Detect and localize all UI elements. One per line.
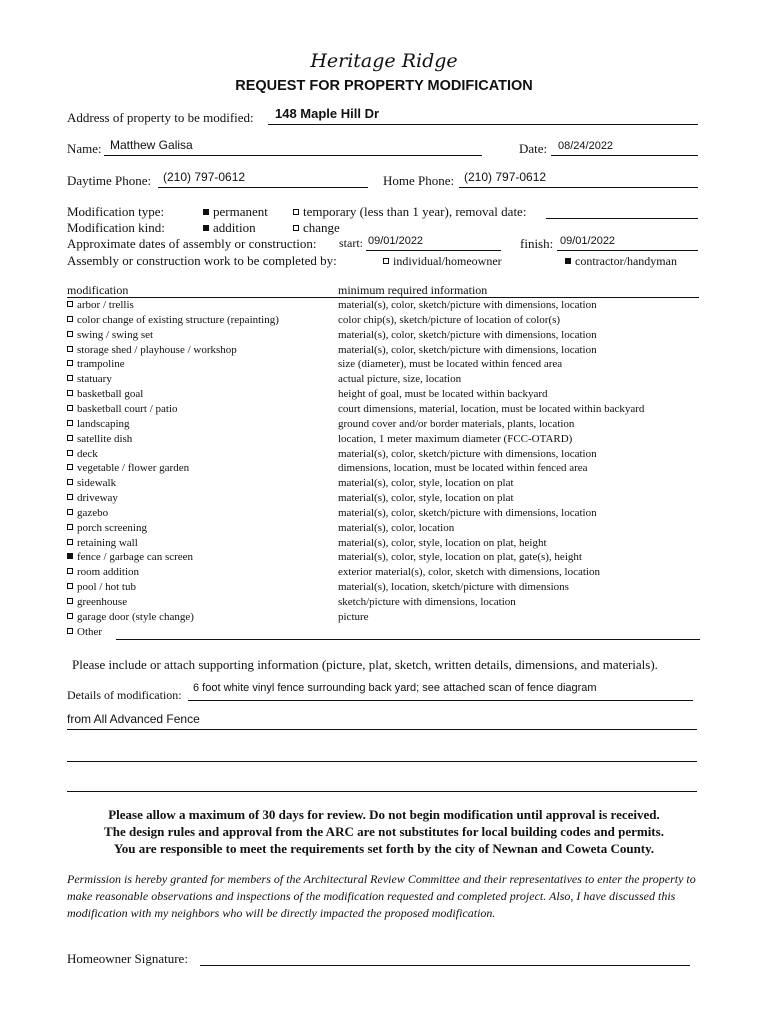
required-info: material(s), color, style, location on plat bbox=[338, 492, 514, 504]
assembly-contractor-option[interactable] bbox=[565, 254, 677, 269]
details-underline-1 bbox=[188, 700, 693, 701]
required-info: ground cover and/or border materials, plants, location bbox=[338, 418, 575, 430]
column-header-modification: modification bbox=[67, 283, 129, 297]
required-info: actual picture, size, location bbox=[338, 373, 462, 385]
required-info: dimensions, location, must be located within fenced area bbox=[338, 462, 588, 474]
table-row[interactable] bbox=[67, 506, 108, 520]
include-note: Please include or attach supporting information (picture, plat, sketch, written details, dimensions, and materials). bbox=[72, 657, 658, 672]
required-info: court dimensions, material, location, must be located within backyard bbox=[338, 403, 645, 415]
notice-block bbox=[0, 806, 768, 857]
modification-item-label: vegetable / flower garden bbox=[77, 462, 190, 474]
other-underline bbox=[116, 639, 700, 640]
daytime-phone-label: Daytime Phone: bbox=[67, 173, 152, 188]
required-info: material(s), color, sketch/picture with dimensions, location bbox=[338, 344, 597, 356]
modification-item-label: porch screening bbox=[77, 522, 147, 534]
table-row[interactable] bbox=[67, 595, 127, 609]
checkbox-icon[interactable] bbox=[67, 346, 73, 352]
checkbox-icon[interactable] bbox=[67, 375, 73, 381]
checkbox-checked-icon[interactable] bbox=[67, 553, 73, 559]
type-temporary-label: temporary (less than 1 year), removal date: bbox=[303, 204, 527, 219]
table-row[interactable] bbox=[67, 298, 134, 312]
required-info: material(s), color, sketch/picture with dimensions, location bbox=[338, 507, 597, 519]
modification-item-label: driveway bbox=[77, 492, 118, 504]
checkbox-icon[interactable] bbox=[67, 613, 73, 619]
name-field[interactable]: Matthew Galisa bbox=[110, 138, 193, 152]
checkbox-icon[interactable] bbox=[67, 301, 73, 307]
kind-change-label: change bbox=[303, 220, 340, 235]
start-underline bbox=[366, 250, 501, 251]
modification-item-label: pool / hot tub bbox=[77, 581, 136, 593]
finish-label: finish: bbox=[520, 236, 554, 251]
modification-item-label: retaining wall bbox=[77, 537, 138, 549]
table-row[interactable] bbox=[67, 402, 178, 416]
permission-statement: Permission is hereby granted for members of the Architectural Review Committee and their representatives to enter the property to make reasonable observations and inspections of the modification requested and completed project. Also, I have discussed this modification with my neighbors who will be directly impacted the proposed modification. bbox=[67, 872, 696, 920]
assembly-contractor-label: contractor/handyman bbox=[575, 254, 677, 268]
checkbox-icon[interactable] bbox=[67, 420, 73, 426]
modification-item-label: trampoline bbox=[77, 358, 125, 370]
checkbox-checked-icon[interactable] bbox=[565, 258, 571, 264]
required-info: material(s), color, location bbox=[338, 522, 455, 534]
table-row[interactable] bbox=[67, 625, 102, 639]
required-info: material(s), color, sketch/picture with dimensions, location bbox=[338, 299, 597, 311]
required-info: material(s), color, sketch/picture with dimensions, location bbox=[338, 448, 597, 460]
checkbox-icon[interactable] bbox=[67, 524, 73, 530]
modification-item-label: fence / garbage can screen bbox=[77, 551, 194, 563]
required-info: location, 1 meter maximum diameter (FCC-OTARD) bbox=[338, 433, 573, 445]
community-name: Heritage Ridge bbox=[310, 50, 458, 72]
details-line-1[interactable]: 6 foot white vinyl fence surrounding back yard; see attached scan of fence diagram bbox=[193, 682, 597, 694]
table-row[interactable] bbox=[67, 550, 193, 564]
modification-item-label: basketball court / patio bbox=[77, 403, 178, 415]
kind-addition-label: addition bbox=[213, 220, 256, 235]
assembly-label: Assembly or construction work to be completed by: bbox=[67, 253, 337, 268]
modification-item-label: swing / swing set bbox=[77, 329, 154, 341]
address-underline bbox=[268, 124, 698, 125]
column-header-required: minimum required information bbox=[338, 283, 488, 297]
checkbox-icon[interactable] bbox=[293, 225, 299, 231]
form-title: REQUEST FOR PROPERTY MODIFICATION bbox=[235, 78, 533, 94]
table-row[interactable] bbox=[67, 447, 98, 461]
modification-item-label: landscaping bbox=[77, 418, 130, 430]
checkbox-checked-icon[interactable] bbox=[203, 225, 209, 231]
address-field[interactable]: 148 Maple Hill Dr bbox=[275, 106, 380, 121]
finish-underline bbox=[557, 250, 698, 251]
modification-item-label: storage shed / playhouse / workshop bbox=[77, 344, 237, 356]
home-phone-field[interactable]: (210) 797-0612 bbox=[464, 170, 547, 184]
home-phone-underline bbox=[459, 187, 698, 188]
modification-item-label: Other bbox=[77, 626, 103, 638]
checkbox-icon[interactable] bbox=[67, 316, 73, 322]
details-underline-2 bbox=[67, 729, 697, 730]
required-info: material(s), location, sketch/picture with dimensions bbox=[338, 581, 569, 593]
checkbox-icon[interactable] bbox=[67, 450, 73, 456]
start-label: start: bbox=[339, 236, 363, 250]
type-temporary-option[interactable] bbox=[293, 204, 526, 220]
assembly-individual-label: individual/homeowner bbox=[393, 254, 502, 268]
checkbox-icon[interactable] bbox=[67, 628, 73, 634]
daytime-phone-underline bbox=[158, 187, 368, 188]
address-label: Address of property to be modified: bbox=[67, 110, 254, 125]
required-info: sketch/picture with dimensions, location bbox=[338, 596, 516, 608]
daytime-phone-field[interactable]: (210) 797-0612 bbox=[163, 170, 246, 184]
details-line-2[interactable]: from All Advanced Fence bbox=[67, 712, 200, 726]
details-underline-4 bbox=[67, 791, 697, 792]
home-phone-label: Home Phone: bbox=[383, 173, 455, 188]
checkbox-icon[interactable] bbox=[67, 583, 73, 589]
table-row[interactable] bbox=[67, 476, 116, 490]
signature-field[interactable] bbox=[200, 965, 690, 966]
table-row[interactable] bbox=[67, 372, 112, 386]
signature-label: Homeowner Signature: bbox=[67, 951, 188, 966]
type-permanent-label: permanent bbox=[213, 204, 268, 219]
table-row[interactable] bbox=[67, 565, 139, 579]
checkbox-icon[interactable] bbox=[67, 331, 73, 337]
checkbox-icon[interactable] bbox=[67, 464, 73, 470]
start-date-field[interactable]: 09/01/2022 bbox=[368, 235, 424, 247]
modification-item-label: basketball goal bbox=[77, 388, 144, 400]
details-label: Details of modification: bbox=[67, 688, 182, 702]
removal-date-underline bbox=[546, 218, 698, 219]
table-row[interactable] bbox=[67, 432, 132, 446]
checkbox-icon[interactable] bbox=[67, 435, 73, 441]
modification-item-label: gazebo bbox=[77, 507, 109, 519]
checkbox-icon[interactable] bbox=[293, 209, 299, 215]
modification-item-label: satellite dish bbox=[77, 433, 133, 445]
dates-label: Approximate dates of assembly or construction: bbox=[67, 236, 317, 251]
details-underline-3 bbox=[67, 761, 697, 762]
checkbox-icon[interactable] bbox=[67, 494, 73, 500]
modification-item-label: room addition bbox=[77, 566, 140, 578]
checkbox-icon[interactable] bbox=[383, 258, 389, 264]
notice-line-2: The design rules and approval from the ARC are not substitutes for local building codes and permits. bbox=[104, 824, 664, 839]
table-row[interactable] bbox=[67, 343, 237, 357]
date-field[interactable]: 08/24/2022 bbox=[558, 140, 614, 152]
table-row[interactable] bbox=[67, 417, 130, 431]
checkbox-icon[interactable] bbox=[67, 390, 73, 396]
required-info: material(s), color, sketch/picture with dimensions, location bbox=[338, 329, 597, 341]
required-info: size (diameter), must be located within fenced area bbox=[338, 358, 563, 370]
type-permanent-option[interactable] bbox=[203, 204, 268, 220]
modification-item-label: greenhouse bbox=[77, 596, 128, 608]
modification-item-label: color change of existing structure (repainting) bbox=[77, 314, 279, 326]
checkbox-icon[interactable] bbox=[67, 405, 73, 411]
name-label: Name: bbox=[67, 141, 102, 156]
table-row[interactable] bbox=[67, 580, 136, 594]
kind-addition-option[interactable] bbox=[203, 220, 256, 236]
required-info: color chip(s), sketch/picture of location of color(s) bbox=[338, 314, 561, 326]
checkbox-icon[interactable] bbox=[67, 509, 73, 515]
modification-item-label: arbor / trellis bbox=[77, 299, 134, 311]
table-row[interactable] bbox=[67, 313, 279, 327]
required-info: material(s), color, style, location on plat bbox=[338, 477, 514, 489]
checkbox-icon[interactable] bbox=[67, 539, 73, 545]
checkbox-icon[interactable] bbox=[67, 360, 73, 366]
required-info: picture bbox=[338, 611, 369, 623]
modification-kind-label: Modification kind: bbox=[67, 220, 165, 235]
required-info: material(s), color, style, location on plat, gate(s), height bbox=[338, 551, 582, 563]
required-info: exterior material(s), color, sketch with dimensions, location bbox=[338, 566, 600, 578]
name-underline bbox=[104, 155, 482, 156]
modification-item-label: deck bbox=[77, 448, 98, 460]
table-row[interactable] bbox=[67, 491, 118, 505]
modification-item-label: garage door (style change) bbox=[77, 611, 194, 623]
modification-type-label: Modification type: bbox=[67, 204, 165, 219]
table-row[interactable] bbox=[67, 610, 194, 624]
checkbox-checked-icon[interactable] bbox=[203, 209, 209, 215]
table-row[interactable] bbox=[67, 521, 147, 535]
table-row[interactable] bbox=[67, 328, 153, 342]
notice-line-1: Please allow a maximum of 30 days for review. Do not begin modification until approval is received. bbox=[108, 807, 660, 822]
date-underline bbox=[551, 155, 698, 156]
notice-line-3: You are responsible to meet the requirements set forth by the city of Newnan and Coweta County. bbox=[113, 841, 655, 856]
table-row[interactable] bbox=[67, 536, 138, 550]
table-row[interactable] bbox=[67, 461, 189, 475]
checkbox-icon[interactable] bbox=[67, 568, 73, 574]
table-row[interactable] bbox=[67, 387, 143, 401]
required-info: material(s), color, style, location on plat, height bbox=[338, 537, 547, 549]
date-label: Date: bbox=[519, 141, 548, 156]
kind-change-option[interactable] bbox=[293, 220, 340, 236]
table-row[interactable] bbox=[67, 357, 125, 371]
checkbox-icon[interactable] bbox=[67, 479, 73, 485]
assembly-individual-option[interactable] bbox=[383, 254, 502, 269]
checkbox-icon[interactable] bbox=[67, 598, 73, 604]
modification-item-label: sidewalk bbox=[77, 477, 117, 489]
required-info: height of goal, must be located within backyard bbox=[338, 388, 548, 400]
modification-item-label: statuary bbox=[77, 373, 112, 385]
finish-date-field[interactable]: 09/01/2022 bbox=[560, 235, 616, 247]
